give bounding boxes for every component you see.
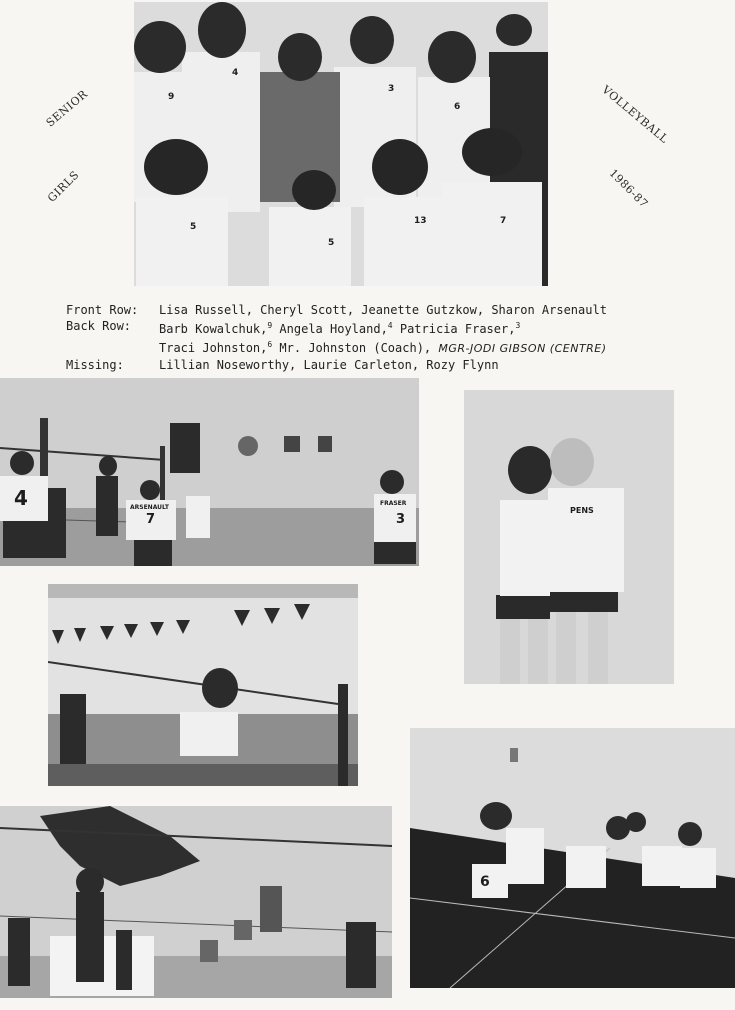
missing-names: Lillian Noseworthy, Laurie Carleton, Rozy Flynn: [159, 358, 499, 372]
volleyball-label: VOLLEYBALL: [599, 83, 671, 146]
shirt-text: PENS: [570, 506, 594, 515]
bench-photo: [410, 728, 735, 988]
team-caption: [66, 302, 706, 373]
senior-label: SENIOR: [43, 87, 91, 130]
jersey-number: 9: [168, 92, 175, 102]
back-row-line: [66, 318, 706, 337]
back-row-label: Back Row:: [66, 319, 132, 333]
back-row-line-2: [66, 337, 706, 357]
front-row-label: Front Row:: [66, 303, 139, 317]
jersey-superscript: 4: [387, 321, 393, 330]
jersey-number: 6: [480, 874, 490, 890]
jersey-number: 13: [414, 216, 427, 226]
back-row-name: Barb Kowalchuk,: [159, 322, 268, 336]
jersey-number: 5: [328, 238, 335, 248]
season-label: 1986-87: [606, 166, 651, 211]
back-row-name: Traci Johnston,: [159, 341, 268, 355]
jersey-superscript: 6: [267, 340, 273, 349]
team-photo: [134, 2, 548, 286]
jersey-shirt-text: FRASER: [380, 500, 407, 507]
back-row-name: Mr. Johnston (Coach),: [272, 341, 439, 355]
jersey-number: 3: [388, 84, 395, 94]
handwritten-manager-note: MGR-JODI GIBSON (CENTRE): [438, 342, 607, 355]
tiger-mural-photo: [0, 806, 392, 998]
jersey-number: 5: [190, 222, 197, 232]
front-row-line: [66, 302, 706, 318]
girls-label: GIRLS: [45, 168, 82, 205]
back-row-name: Angela Hoyland,: [272, 322, 388, 336]
jersey-number: 6: [454, 102, 461, 112]
jersey-number: 7: [146, 512, 156, 527]
jersey-number: 4: [232, 68, 239, 78]
jersey-number: 3: [396, 512, 406, 527]
missing-label: Missing:: [66, 358, 124, 372]
front-row-names: Lisa Russell, Cheryl Scott, Jeanette Gutzkow, Sharon Arsenault: [159, 303, 607, 317]
gym-game-photo: [48, 584, 358, 786]
friends-photo: [464, 390, 674, 684]
jersey-superscript: 9: [267, 321, 273, 330]
back-row-names-1: [159, 318, 520, 337]
missing-line: [66, 357, 706, 373]
back-row-name: Patricia Fraser,: [392, 322, 516, 336]
jersey-number: 4: [14, 486, 28, 510]
back-row-names-2: [159, 337, 607, 357]
jersey-number: 7: [500, 216, 507, 226]
game-photo-1: [0, 378, 419, 566]
jersey-shirt-text: ARSENAULT: [130, 504, 169, 511]
jersey-superscript: 3: [515, 321, 521, 330]
